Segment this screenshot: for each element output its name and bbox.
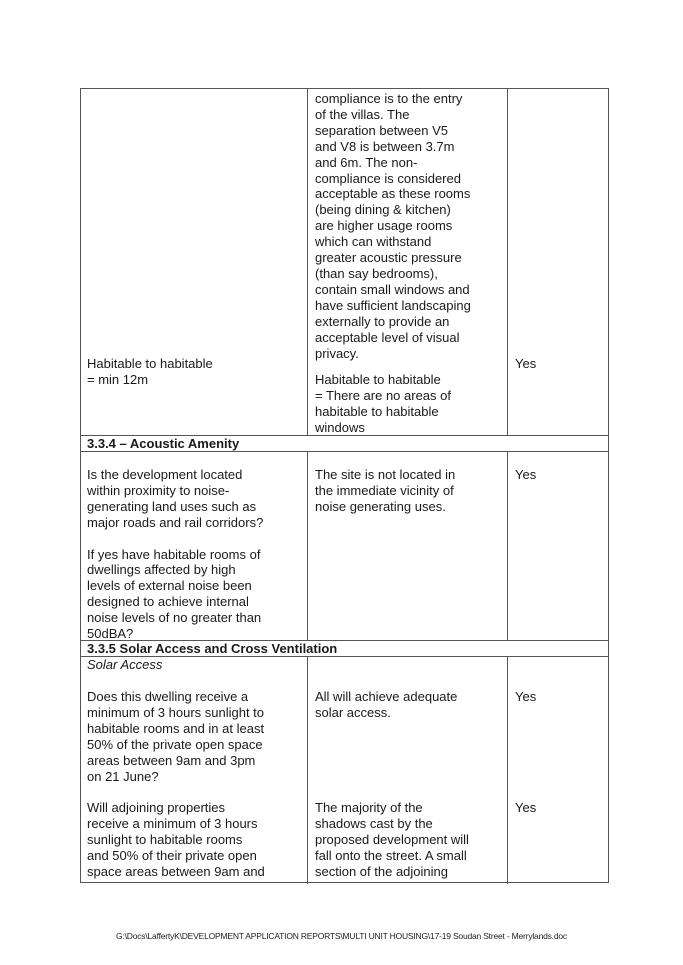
- compliance-yes: Yes: [515, 689, 537, 704]
- section-heading-solar: 3.3.5 Solar Access and Cross Ventilation: [87, 641, 338, 656]
- solar-response-2: The majority of the shadows cast by the proposed development will fall onto the street. A small section of the adjoining: [315, 800, 469, 879]
- solar-access-subheading: Solar Access: [87, 657, 163, 672]
- solar-question-1: Does this dwelling receive a minimum of 3 hours sunlight to habitable rooms and in at least 50% of the private open space areas between 9am and 3pm on 21 June?: [87, 689, 265, 784]
- solar-response-1: All will achieve adequate solar access.: [315, 689, 458, 720]
- privacy-justification-text: compliance is to the entry of the villas. The separation between V5 and V8 is between 3.7m and 6m. The non- compliance is considered acceptable as these rooms (being dining & kitchen) are higher usage rooms which can withstand greater acoustic pressure (than say bedrooms), contain small windows and have sufficient landscaping externally to provide an acceptable level of visual privacy.: [315, 91, 471, 361]
- habitable-requirement-text: Habitable to habitable = min 12m: [87, 356, 213, 387]
- document-footer-path: G:\Docs\LaffertyK\DEVELOPMENT APPLICATION REPORTS\MULTI UNIT HOUSING\17-19 Soudan Street - Merrylands.doc: [116, 931, 567, 941]
- column-divider: [507, 89, 508, 435]
- acoustic-response-text: The site is not located in the immediate vicinity of noise generating uses.: [315, 467, 456, 514]
- compliance-yes: Yes: [515, 800, 537, 815]
- compliance-yes: Yes: [515, 356, 537, 371]
- section-heading-acoustic: 3.3.4 – Acoustic Amenity: [87, 436, 240, 451]
- compliance-yes: Yes: [515, 467, 537, 482]
- column-divider: [307, 451, 308, 640]
- column-divider: [507, 656, 508, 884]
- habitable-response-text: Habitable to habitable = There are no areas of habitable to habitable windows: [315, 372, 451, 435]
- compliance-table: [80, 88, 609, 883]
- acoustic-question-text: Is the development located within proximity to noise- generating land uses such as major roads and rail corridors? If yes have habitable rooms of dwellings affected by high levels of external noise been designed to achieve internal noise levels of no greater than 50dBA?: [87, 467, 264, 642]
- solar-question-2: Will adjoining properties receive a minimum of 3 hours sunlight to habitable rooms and 50% of their private open space areas between 9am and: [87, 800, 265, 879]
- column-divider: [507, 451, 508, 640]
- column-divider: [307, 656, 308, 884]
- column-divider: [307, 89, 308, 435]
